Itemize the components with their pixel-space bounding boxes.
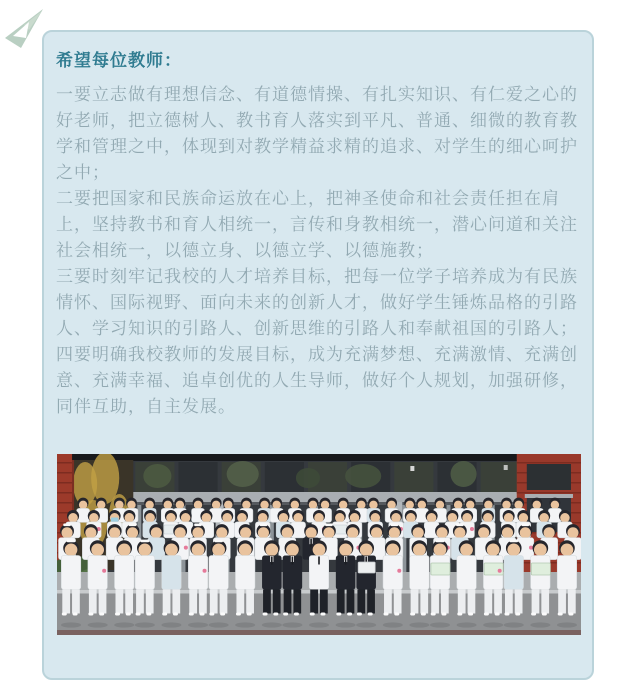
card-title: 希望每位教师： [56, 51, 182, 70]
group-photo-image [57, 454, 581, 635]
paragraph-four: 四要明确我校教师的发展目标，成为充满梦想、充满激情、充满创意、充满幸福、追卓创优的人生导师，做好个人规划，加强研修，同伴互助，自主发展。 [56, 345, 578, 416]
paragraph-one: 一要立志做有理想信念、有道德情操、有扎实知识、有仁爱之心的好老师，把立德树人、教书育人落实到平凡、普通、细微的教育教学和管理之中，体现到对教学精益求精的追求、对学生的细心呵护之中； [56, 85, 578, 182]
paper-plane-icon [2, 4, 46, 48]
content-card [42, 30, 594, 680]
group-photo [57, 454, 581, 635]
paragraph-three: 三要时刻牢记我校的人才培养目标，把每一位学子培养成为有民族情怀、国际视野、面向未来的创新人才，做好学生锤炼品格的引路人、学习知识的引路人、创新思维的引路人和奉献祖国的引路人； [56, 267, 578, 338]
paragraph-two: 二要把国家和民族命运放在心上，把神圣使命和社会责任担在肩上，坚持教书和育人相统一，言传和身教相统一，潜心问道和关注社会相统一，以德立身、以德立学、以德施教； [56, 189, 578, 260]
